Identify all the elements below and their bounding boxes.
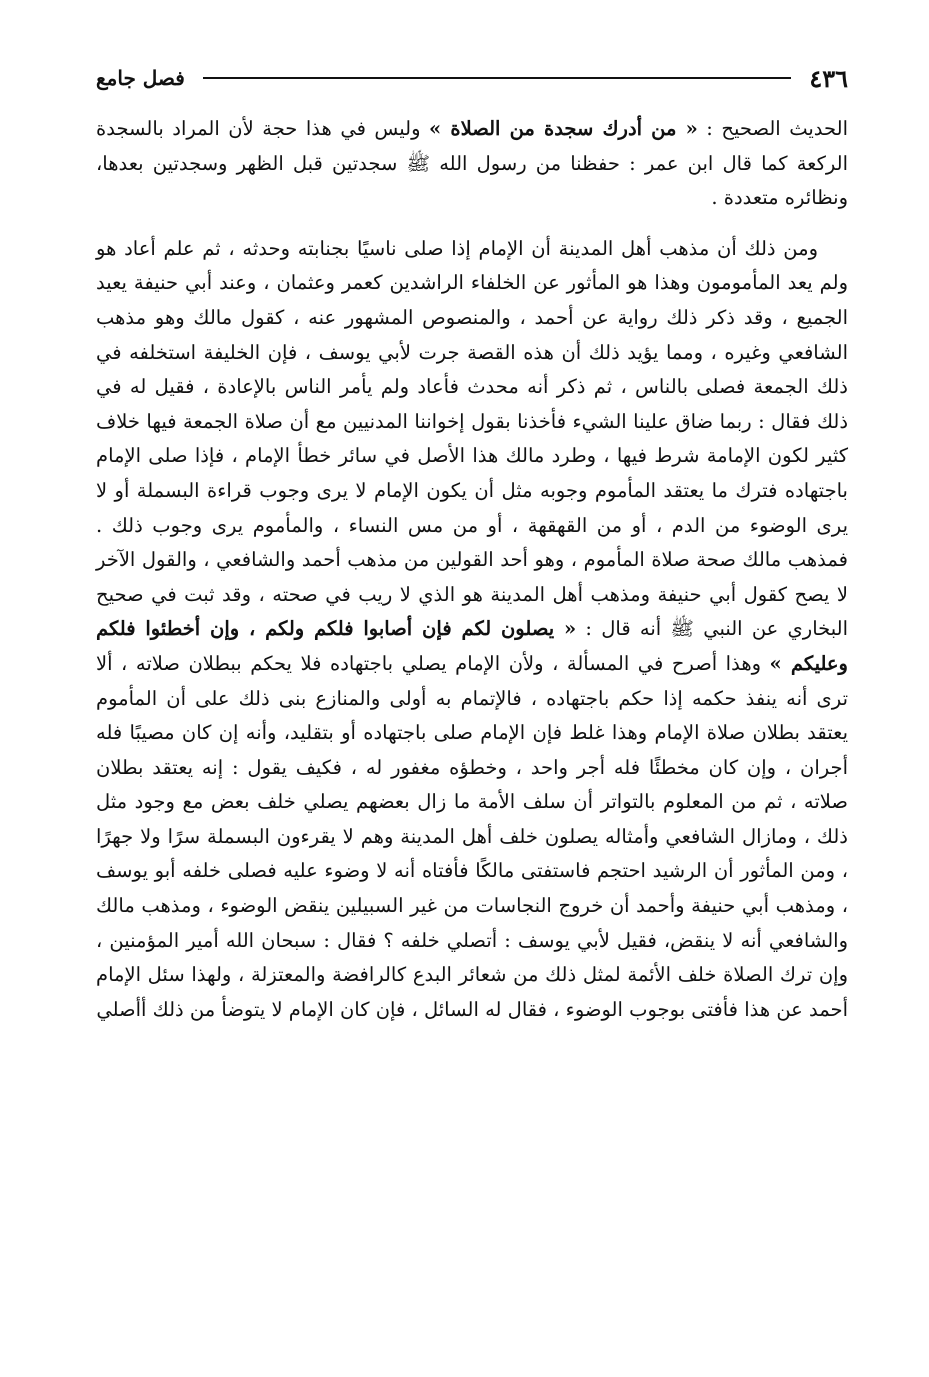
paragraph-2-text-a: ومن ذلك أن مذهب أهل المدينة أن الإمام إذا صلى ناسيًا بجنابته وحدثه ، ثم علم أعاد هو ولم يعد المأمومون وهذا هو المأثور عن الخلفاء الراشدين كعمر وعثمان ، وعند أبي حنيفة يعيد الجميع ، وقد ذكر ذلك رواية عن أحمد ، والمنصوص المشهور عنه ، كقول مالك وهو مذهب الشافعي وغيره ، ومما يؤيد ذلك أن هذه القصة جرت لأبي يوسف ، فإن الخليفة استخلفه في ذلك الجمعة فصلى بالناس ، ثم ذكر أنه محدث فأعاد ولم يأمر الناس بالإعادة ، فقيل له في ذلك فقال : ربما ضاق علينا الشيء فأخذنا بقول إخواننا المدنيين مع أن صلاة الجمعة فيها خلاف كثير لكون الإمامة شرط فيها ، وطرد مالك هذا الأصل في سائر خطأ الإمام ، فإذا صلى الإمام باجتهاده فترك ما يعتقد المأموم وجوبه مثل أن يكون الإمام لا يرى وجوب قراءة البسملة أو لا يرى الوضوء من الدم ، أو من القهقهة ، أو من مس النساء ، والمأموم يرى وجوب ذلك . فمذهب مالك صحة صلاة المأموم ، وهو أحد القولين من مذهب أحمد والشافعي ، والقول الآخر لا يصح كقول أبي حنيفة ومذهب أهل المدينة هو الذي لا ريب في صحته ، وقد ثبت في صحيح البخاري عن النبي ﷺ أنه قال : xyxy=(96,236,848,641)
body-text xyxy=(96,112,848,1027)
paragraph-1 xyxy=(96,112,848,216)
hadith-quote-2: « يصلون لكم فإن أصابوا فلكم ولكم ، وإن أخطئوا فلكم وعليكم » xyxy=(96,617,848,675)
page-header xyxy=(96,60,848,96)
paragraph-2-text-b: وهذا أصرح في المسألة ، ولأن الإمام يصلي باجتهاده فلا يحكم ببطلان صلاته ، ألا ترى أنه ينفذ حكمه إذا حكم باجتهاده ، فالإتمام به أولى والمنازع بنى ذلك على أن المأموم يعتقد بطلان صلاة الإمام وهذا غلط فإن الإمام صلى باجتهاده أو بتقليد، وأنه إن كان مصيبًا فله أجران ، وإن كان مخطئًا فله أجر واحد ، وخطؤه مغفور له ، فكيف يقول : إنه يعتقد بطلان صلاته ، ثم من المعلوم بالتواتر أن سلف الأمة ما زال بعضهم يصلي خلف بعض مع وجود مثل ذلك ، ومازال الشافعي وأمثاله يصلون خلف أهل المدينة وهم لا يقرءون البسملة سرًا ولا جهرًا ، ومن المأثور أن الرشيد احتجم فاستفتى مالكًا فأفتاه أنه لا وضوء عليه فصلى خلفه أبو يوسف ، ومذهب أبي حنيفة وأحمد أن خروج النجاسات من غير السبيلين ينقض الوضوء ، ومذهب مالك والشافعي أنه لا ينقض، فقيل لأبي يوسف : أتصلي خلفه ؟ فقال : سبحان الله أمير المؤمنين ، وإن ترك الصلاة خلف الأئمة لمثل ذلك من شعائر البدع كالرافضة والمعتزلة ، ولهذا سئل الإمام أحمد عن هذا فأفتى بوجوب الوضوء ، فقال له السائل ، فإن كان الإمام لا يتوضأ من ذلك أأصلي xyxy=(96,651,848,1021)
hadith-quote-1: « من أدرك سجدة من الصلاة » xyxy=(429,117,698,140)
page-number: ٤٣٦ xyxy=(809,63,848,93)
header-rule xyxy=(203,77,792,79)
paragraph-1-text-b: وليس في هذا حجة لأن المراد بالسجدة الركعة كما قال ابن عمر : حفظنا من رسول الله ﷺ سجدتين قبل الظهر وسجدتين بعدها، ونظائره متعددة . xyxy=(96,117,848,210)
paragraph-1-text-a: الحديث الصحيح : xyxy=(697,117,848,140)
running-title: فصل جامع xyxy=(96,66,185,90)
paragraph-2 xyxy=(96,232,848,1028)
